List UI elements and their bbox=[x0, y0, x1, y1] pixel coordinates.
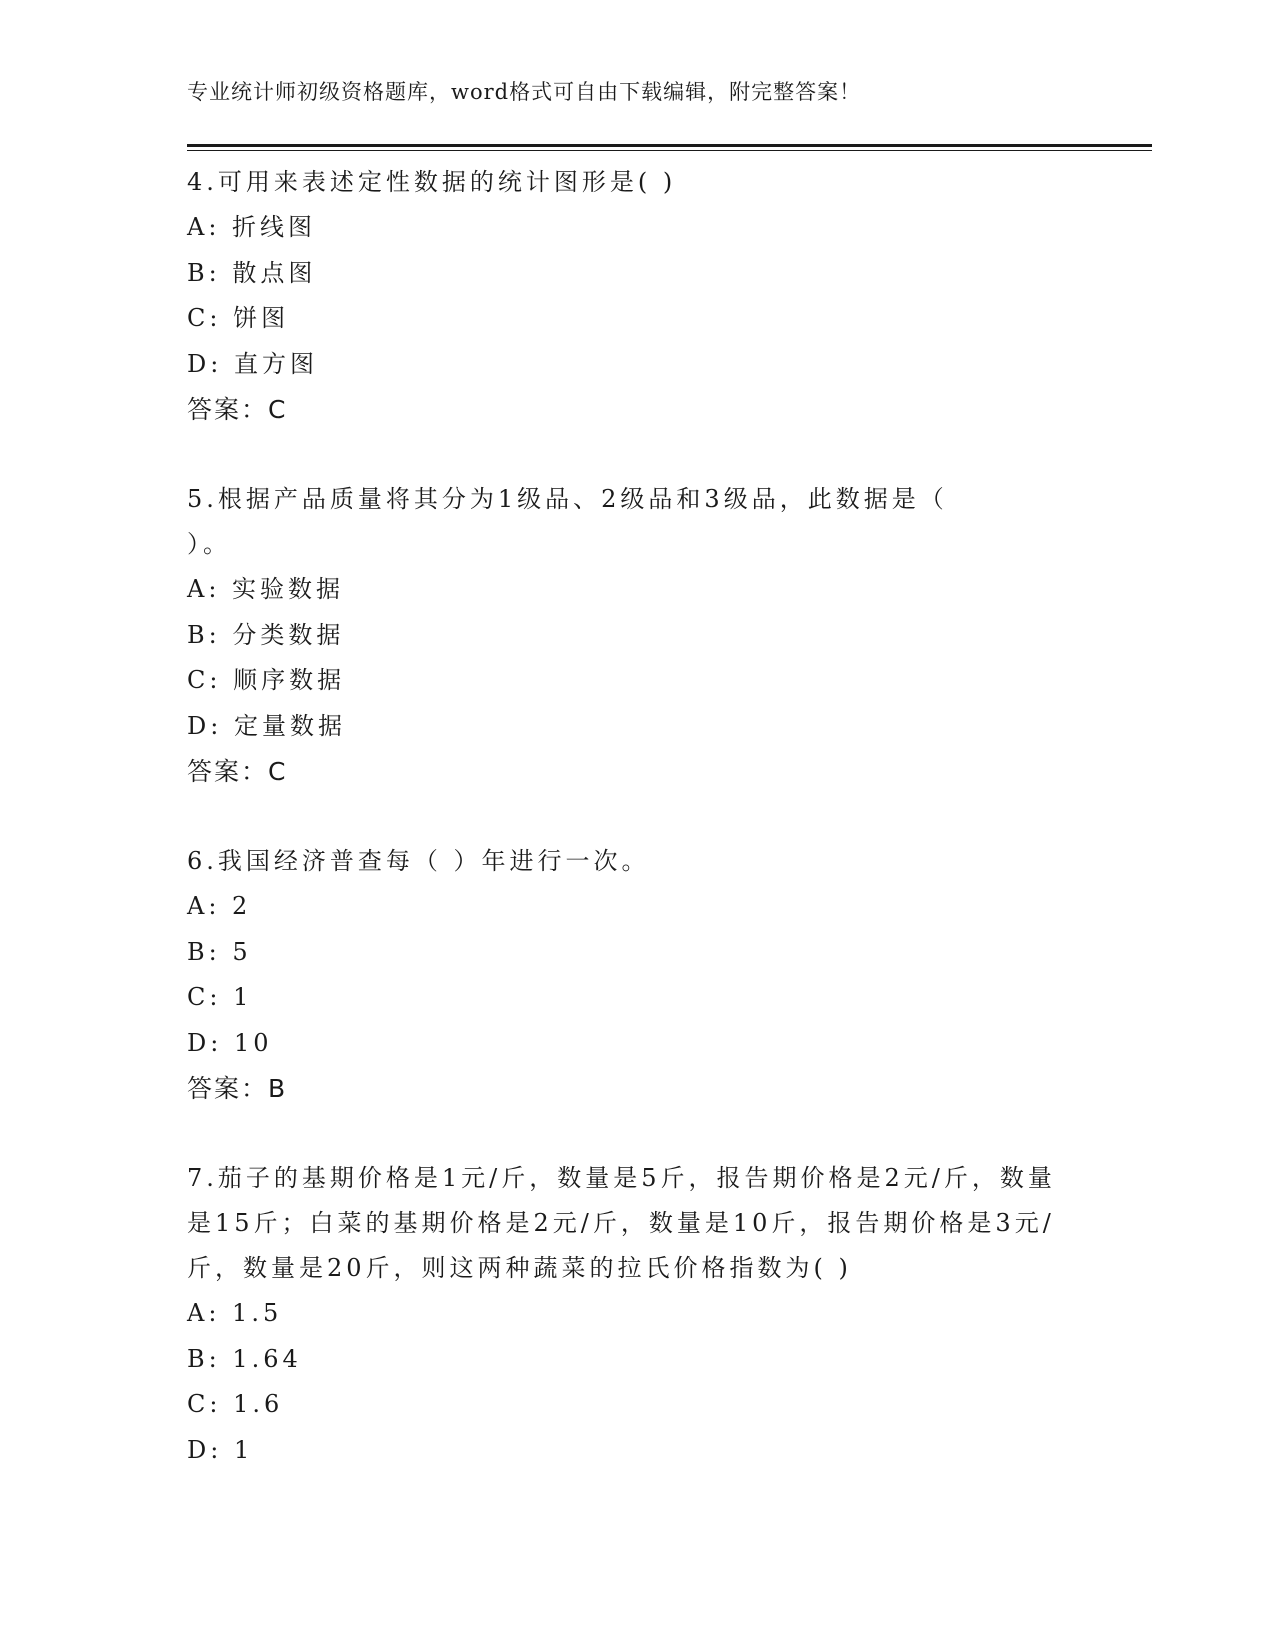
spacer bbox=[187, 432, 1087, 477]
question-5 bbox=[187, 477, 1087, 794]
option-d: D: 10 bbox=[187, 1028, 273, 1057]
option-a: A: 2 bbox=[187, 892, 252, 920]
question-text: 5.根据产品质量将其分为1级品、2级品和3级品，此数据是（ ）。 bbox=[187, 485, 948, 558]
page-header: 专业统计师初级资格题库，word格式可自由下载编辑，附完整答案！ bbox=[187, 80, 862, 104]
question-text: 4.可用来表述定性数据的统计图形是( ) bbox=[187, 168, 677, 196]
option-b: B: 1.64 bbox=[187, 1344, 302, 1373]
option-b: B: 5 bbox=[187, 937, 252, 966]
option-d: D: 直方图 bbox=[187, 349, 318, 378]
question-text: 7.茄子的基期价格是1元/斤，数量是5斤，报告期价格是2元/斤，数量是15斤；白菜的基期价格是2元/斤，数量是10斤，报告期价格是3元/斤，数量是20斤，则这两种蔬菜的拉氏价格指数为( ) bbox=[187, 1164, 1056, 1282]
answer-line: 答案：C bbox=[187, 395, 288, 424]
option-a: A: 1.5 bbox=[187, 1299, 283, 1327]
question-text: 6.我国经济普查每（ ）年进行一次。 bbox=[187, 847, 650, 875]
option-d: D: 1 bbox=[187, 1435, 254, 1464]
answer-line: 答案：C bbox=[187, 757, 288, 786]
question-4 bbox=[187, 160, 1087, 432]
spacer bbox=[187, 1111, 1087, 1156]
option-c: C: 饼图 bbox=[187, 304, 290, 332]
option-c: C: 1.6 bbox=[187, 1390, 284, 1418]
question-7 bbox=[187, 1156, 1087, 1473]
header-rule-thin bbox=[187, 150, 1152, 151]
option-c: C: 顺序数据 bbox=[187, 666, 346, 694]
option-a: A: 实验数据 bbox=[187, 575, 345, 603]
option-c: C: 1 bbox=[187, 983, 253, 1011]
option-b: B: 散点图 bbox=[187, 258, 317, 287]
spacer bbox=[187, 794, 1087, 839]
option-b: B: 分类数据 bbox=[187, 620, 345, 649]
answer-line: 答案：B bbox=[187, 1074, 288, 1103]
option-a: A: 折线图 bbox=[187, 213, 317, 241]
question-6 bbox=[187, 839, 1087, 1111]
option-d: D: 定量数据 bbox=[187, 711, 346, 740]
question-list bbox=[187, 160, 1087, 1473]
header-rule-thick bbox=[187, 144, 1152, 147]
